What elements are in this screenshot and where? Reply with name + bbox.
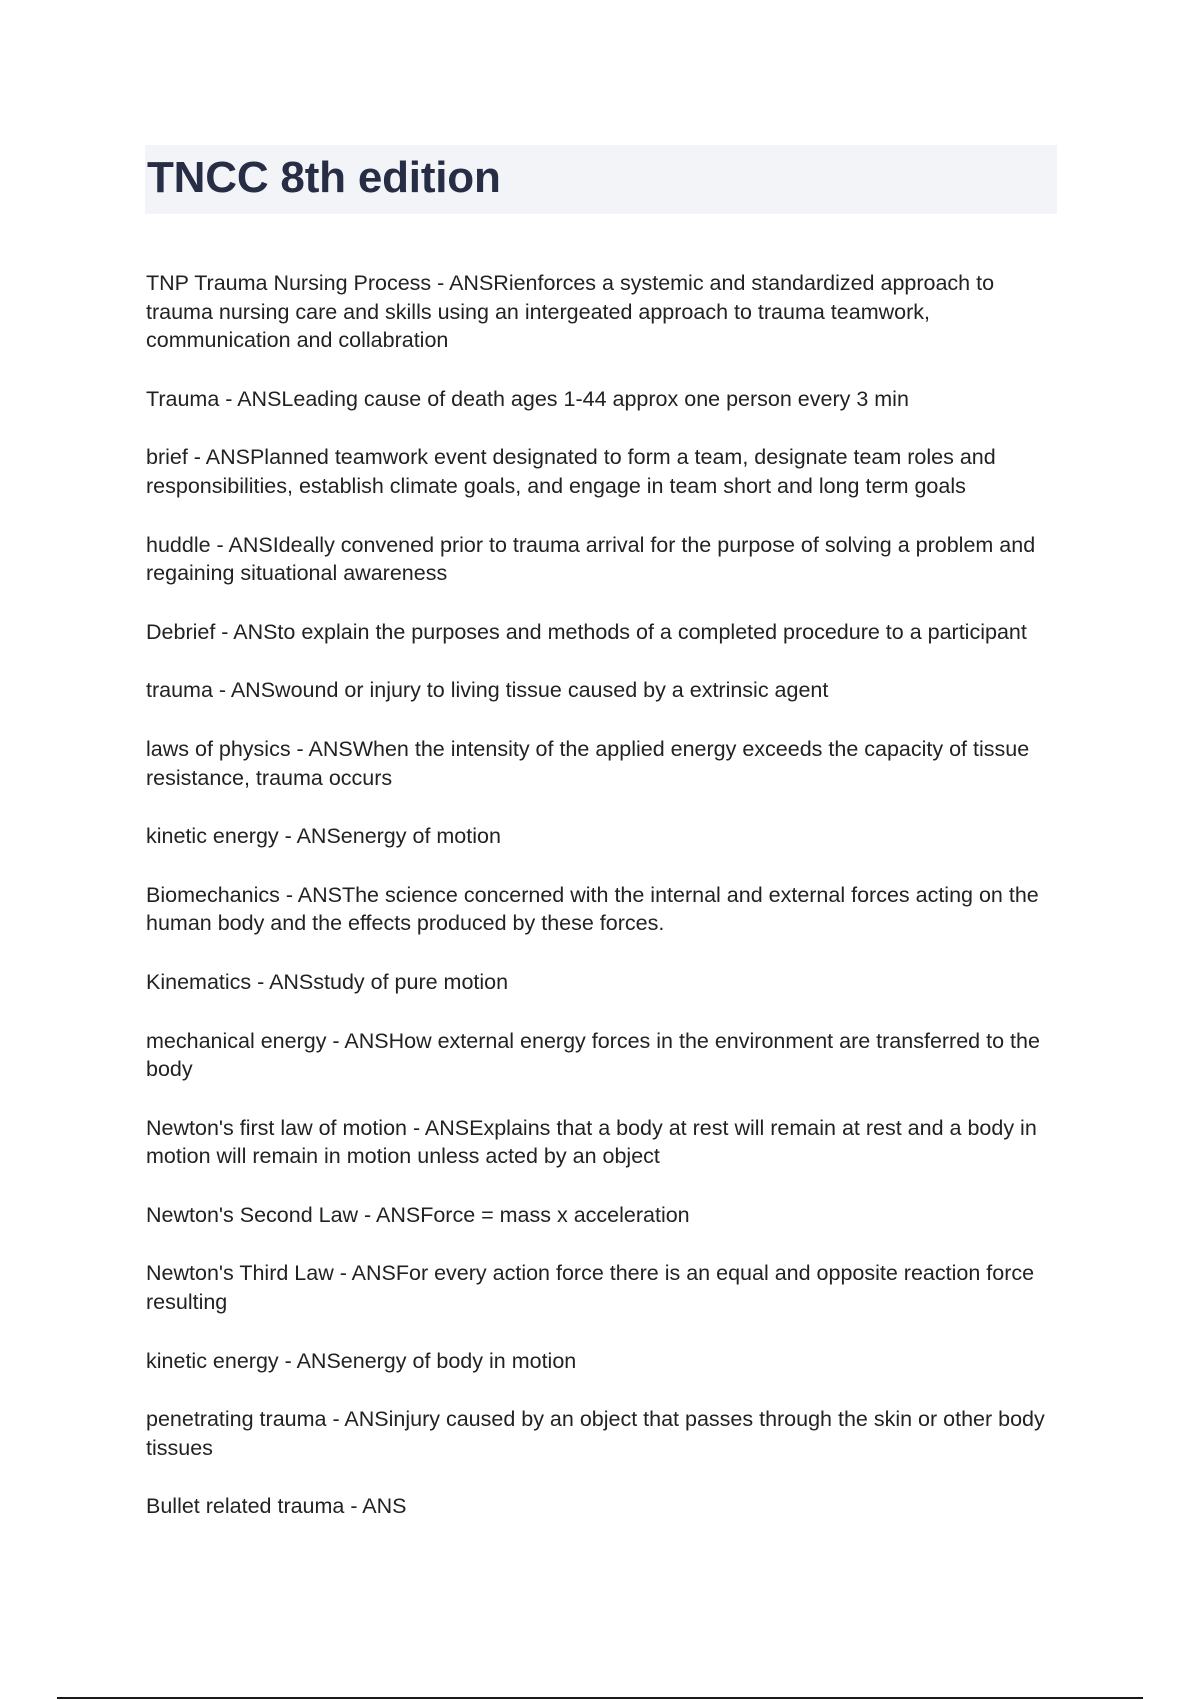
flashcard-entry: TNP Trauma Nursing Process - ANSRienforces a systemic and standardized approach to trauma nursing care and skills using an intergeated approach to trauma teamwork, communication and collabration (146, 271, 995, 353)
flashcard-entry: kinetic energy - ANSenergy of motion (146, 824, 501, 849)
flashcard-entry: Kinematics - ANSstudy of pure motion (146, 969, 509, 994)
footer-divider (57, 1697, 1143, 1699)
flashcard-entry: Biomechanics - ANSThe science concerned with the internal and external forces acting on the human body and the effects produced by these forces. (146, 882, 1039, 936)
flashcard-entry: penetrating trauma - ANSinjury caused by an object that passes through the skin or other body tissues (146, 1407, 1045, 1460)
flashcard-entry: brief - ANSPlanned teamwork event designated to form a team, designate team roles and responsibilities, establish climate goals, and engage in team short and long term goals (146, 445, 996, 498)
flashcard-entry: Debrief - ANSto explain the purposes and methods of a completed procedure to a participant (146, 619, 1027, 644)
document-title: TNCC 8th edition (147, 153, 501, 202)
flashcard-entry: trauma - ANSwound or injury to living tissue caused by a extrinsic agent (146, 678, 829, 703)
flashcard-entry: laws of physics - ANSWhen the intensity of the applied energy exceeds the capacity of tissue resistance, trauma occurs (146, 736, 1030, 790)
flashcard-list (146, 269, 1066, 1551)
title-band (145, 145, 1057, 214)
flashcard-entry: Bullet related trauma - ANS (146, 1494, 407, 1519)
flashcard-entry: kinetic energy - ANSenergy of body in motion (146, 1348, 577, 1373)
flashcard-entry: Trauma - ANSLeading cause of death ages 1-44 approx one person every 3 min (146, 386, 909, 411)
flashcard-entry: huddle - ANSIdeally convened prior to trauma arrival for the purpose of solving a problem and regaining situational awareness (146, 532, 1036, 586)
flashcard-entry: mechanical energy - ANSHow external energy forces in the environment are transferred to the body (146, 1028, 1040, 1082)
flashcard-entry: Newton's Second Law - ANSForce = mass x acceleration (146, 1202, 690, 1227)
flashcard-entry: Newton's first law of motion - ANSExplains that a body at rest will remain at rest and a body in motion will remain in motion unless acted by an object (146, 1115, 1037, 1169)
flashcard-entry: Newton's Third Law - ANSFor every action force there is an equal and opposite reaction force resulting (146, 1261, 1035, 1315)
